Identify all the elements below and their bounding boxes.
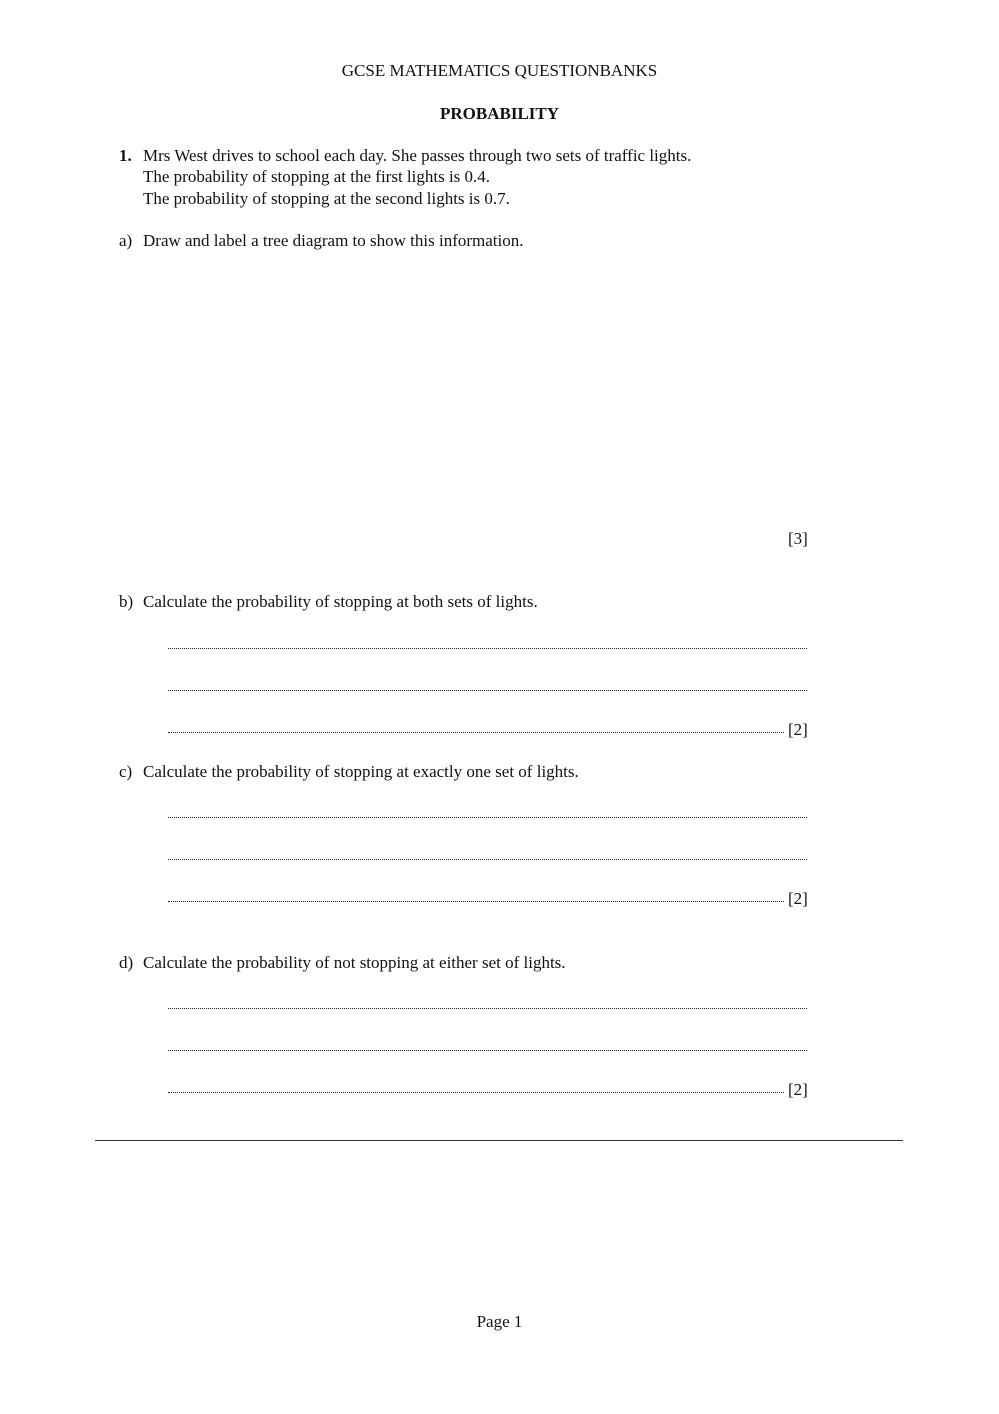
part-label: b) [119, 592, 134, 611]
answer-line[interactable] [168, 901, 784, 902]
marks: [2] [788, 1080, 808, 1099]
part-label: d) [119, 953, 134, 972]
page-title: PROBABILITY [439, 104, 560, 123]
part-text: Draw and label a tree diagram to show this information. [143, 231, 524, 250]
question-intro-line: The probability of stopping at the second lights is 0.7. [143, 189, 510, 208]
series-title: GCSE MATHEMATICS QUESTIONBANKS [341, 61, 658, 80]
answer-line[interactable] [168, 690, 807, 691]
part-text: Calculate the probability of stopping at both sets of lights. [143, 592, 538, 611]
part-text: Calculate the probability of stopping at exactly one set of lights. [143, 762, 579, 781]
part-label: a) [119, 231, 133, 250]
answer-line[interactable] [168, 859, 807, 860]
answer-line[interactable] [168, 817, 807, 818]
answer-line[interactable] [168, 732, 784, 733]
part-label: c) [119, 762, 133, 781]
divider [95, 1140, 903, 1141]
answer-line[interactable] [168, 1092, 784, 1093]
part-text: Calculate the probability of not stopping at either set of lights. [143, 953, 566, 972]
marks: [2] [788, 889, 808, 908]
question-intro-line: The probability of stopping at the first lights is 0.4. [143, 167, 491, 186]
question-intro-line: Mrs West drives to school each day. She passes through two sets of traffic lights. [143, 146, 692, 165]
answer-line[interactable] [168, 648, 807, 649]
marks: [2] [788, 720, 808, 739]
page-number: Page 1 [476, 1312, 523, 1331]
tree-diagram-space[interactable] [235, 147, 805, 517]
question-number: 1. [119, 146, 132, 165]
answer-line[interactable] [168, 1050, 807, 1051]
answer-line[interactable] [168, 1008, 807, 1009]
marks: [3] [788, 529, 808, 548]
